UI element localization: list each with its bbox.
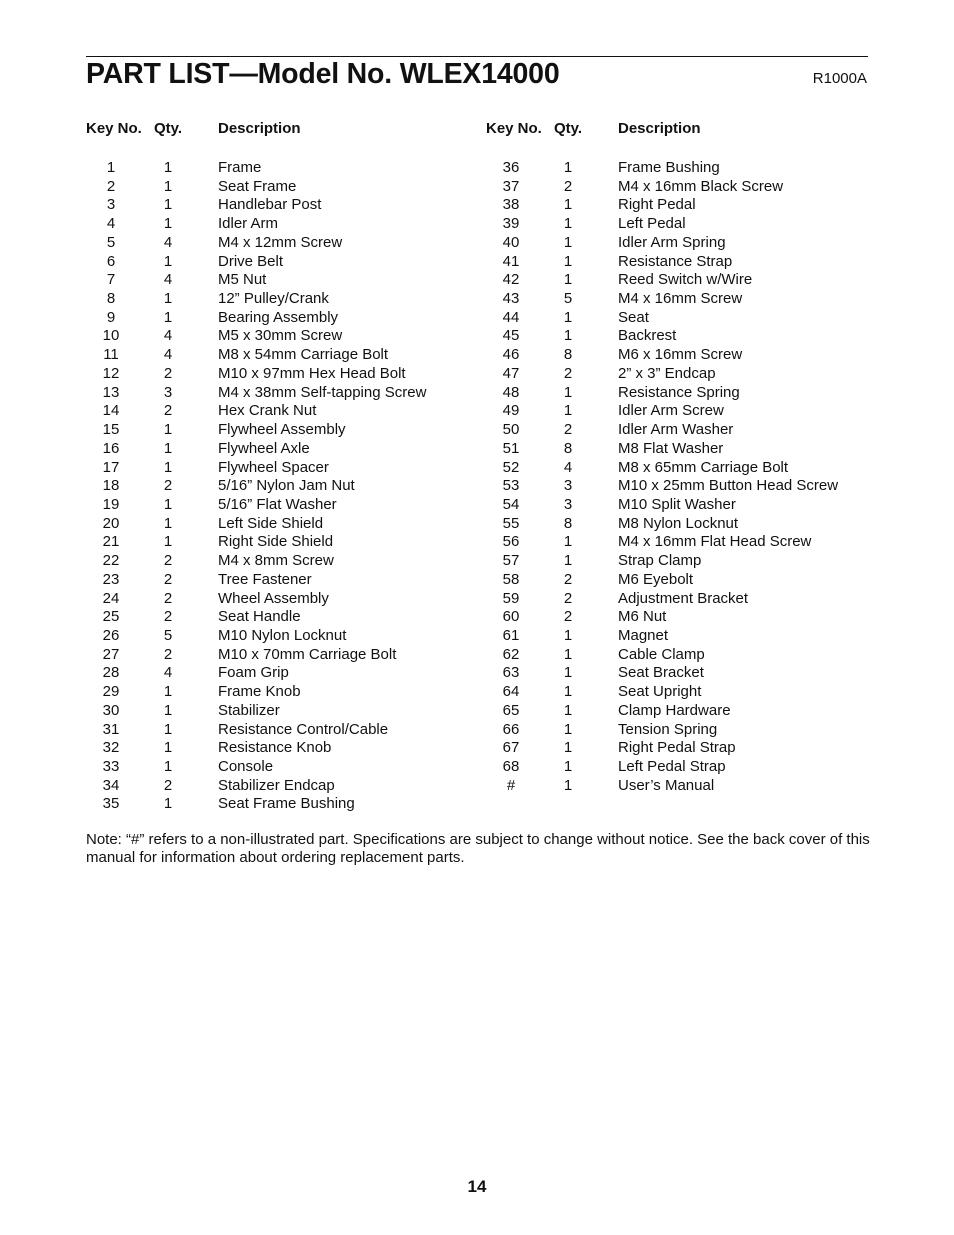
table-row	[486, 758, 868, 777]
quantity: 1	[163, 701, 173, 719]
part-description: 5/16” Nylon Jam Nut	[218, 477, 355, 495]
key-no: 22	[102, 552, 120, 570]
key-no: 14	[102, 402, 120, 420]
key-no: 64	[502, 683, 520, 701]
quantity: 2	[163, 645, 173, 663]
quantity: 1	[563, 701, 573, 719]
document-code: R1000A	[812, 70, 867, 87]
key-no: 44	[502, 308, 520, 326]
part-description: 2” x 3” Endcap	[618, 364, 716, 382]
quantity: 1	[563, 196, 573, 214]
part-description: M8 x 54mm Carriage Bolt	[218, 346, 389, 364]
part-description: 5/16” Flat Washer	[218, 495, 337, 513]
part-description: Bearing Assembly	[218, 308, 339, 326]
table-row	[86, 440, 476, 459]
table-row	[86, 271, 476, 290]
quantity: 4	[163, 346, 173, 364]
key-no: 18	[102, 477, 120, 495]
key-no: 67	[502, 739, 520, 757]
table-row	[86, 571, 476, 590]
key-no: 2	[106, 177, 116, 195]
part-description: User’s Manual	[618, 776, 715, 794]
key-no: 50	[502, 421, 520, 439]
key-no: 17	[102, 458, 120, 476]
table-row	[486, 384, 868, 403]
part-description: M4 x 16mm Black Screw	[618, 177, 784, 195]
quantity: 5	[563, 290, 573, 308]
table-row	[486, 440, 868, 459]
quantity: 1	[163, 514, 173, 532]
key-no: 48	[502, 383, 520, 401]
key-no: 32	[102, 739, 120, 757]
part-description: M6 x 16mm Screw	[618, 346, 743, 364]
part-description: Tree Fastener	[218, 570, 312, 588]
table-header	[86, 118, 476, 140]
parts-rows-right	[486, 159, 868, 795]
table-row	[486, 777, 868, 796]
key-no: 45	[502, 327, 520, 345]
table-row	[486, 702, 868, 721]
key-no: 12	[102, 364, 120, 382]
quantity: 2	[163, 552, 173, 570]
quantity: 2	[163, 776, 173, 794]
table-row	[486, 683, 868, 702]
table-row	[86, 627, 476, 646]
key-no: 23	[102, 570, 120, 588]
table-row	[486, 253, 868, 272]
part-description: Cable Clamp	[618, 645, 705, 663]
table-row	[86, 234, 476, 253]
part-description: M4 x 16mm Screw	[618, 290, 743, 308]
quantity: 1	[163, 495, 173, 513]
table-row	[86, 365, 476, 384]
quantity: 1	[163, 739, 173, 757]
table-row	[86, 253, 476, 272]
key-no: 26	[102, 626, 120, 644]
page-title: PART LIST—Model No. WLEX14000	[86, 58, 560, 90]
quantity: 2	[163, 477, 173, 495]
key-no: 27	[102, 645, 120, 663]
quantity: 8	[563, 439, 573, 457]
key-no: 43	[502, 290, 520, 308]
quantity: 1	[163, 533, 173, 551]
key-no: 68	[502, 758, 520, 775]
key-no: 5	[106, 233, 116, 251]
table-row	[86, 533, 476, 552]
key-no: 31	[102, 720, 120, 738]
part-description: Frame Bushing	[618, 159, 720, 176]
quantity: 1	[163, 758, 173, 775]
key-no: 4	[106, 215, 116, 233]
table-row	[86, 290, 476, 309]
key-no: 62	[502, 645, 520, 663]
quantity: 4	[163, 233, 173, 251]
part-description: M8 x 65mm Carriage Bolt	[618, 458, 789, 476]
part-description: Foam Grip	[218, 664, 289, 682]
quantity: 4	[563, 458, 573, 476]
qty-column-header: Qty.	[154, 120, 183, 137]
quantity: 1	[163, 421, 173, 439]
part-description: M10 Nylon Locknut	[218, 626, 347, 644]
key-no: 37	[502, 177, 520, 195]
quantity: 2	[163, 608, 173, 626]
key-column-header: Key No.	[486, 120, 542, 137]
table-row	[486, 159, 868, 178]
part-description: M6 Eyebolt	[618, 570, 694, 588]
key-no: 34	[102, 776, 120, 794]
key-no: 24	[102, 589, 120, 607]
table-row	[86, 515, 476, 534]
part-description: Seat	[618, 308, 649, 326]
part-description: Magnet	[618, 626, 669, 644]
part-description: Seat Frame Bushing	[218, 795, 355, 813]
part-description: 12” Pulley/Crank	[218, 290, 329, 308]
key-no: 7	[106, 271, 116, 289]
part-description: M4 x 38mm Self-tapping Screw	[218, 383, 427, 401]
table-row	[86, 590, 476, 609]
table-row	[86, 159, 476, 178]
key-no: 39	[502, 215, 520, 233]
quantity: 1	[563, 402, 573, 420]
table-row	[86, 327, 476, 346]
part-description: Stabilizer	[218, 701, 280, 719]
quantity: 4	[163, 664, 173, 682]
table-row	[486, 271, 868, 290]
table-row	[486, 739, 868, 758]
table-row	[86, 795, 476, 814]
quantity: 2	[563, 570, 573, 588]
quantity: 1	[163, 196, 173, 214]
table-row	[486, 477, 868, 496]
table-row	[86, 496, 476, 515]
quantity: 2	[163, 589, 173, 607]
table-row	[86, 402, 476, 421]
quantity: 1	[563, 720, 573, 738]
quantity: 1	[563, 215, 573, 233]
part-description: Flywheel Assembly	[218, 421, 346, 439]
key-no: 63	[502, 664, 520, 682]
description-column-header: Description	[618, 120, 701, 137]
part-description: Left Side Shield	[218, 514, 324, 532]
key-no: 1	[106, 159, 116, 176]
quantity: 1	[163, 215, 173, 233]
table-row	[486, 365, 868, 384]
key-no: 38	[502, 196, 520, 214]
part-description: Frame Knob	[218, 683, 301, 701]
page-number: 14	[467, 1177, 487, 1196]
quantity: 2	[563, 177, 573, 195]
part-description: M6 Nut	[618, 608, 667, 626]
table-row	[486, 552, 868, 571]
key-no: 42	[502, 271, 520, 289]
key-no: 33	[102, 758, 120, 775]
table-row	[86, 683, 476, 702]
part-description: Resistance Knob	[218, 739, 332, 757]
quantity: 1	[563, 758, 573, 775]
table-row	[86, 459, 476, 478]
key-no: 53	[502, 477, 520, 495]
quantity: 1	[563, 327, 573, 345]
quantity: 1	[563, 159, 573, 176]
quantity: 3	[563, 495, 573, 513]
quantity: 1	[563, 383, 573, 401]
part-description: Hex Crank Nut	[218, 402, 317, 420]
table-row	[86, 215, 476, 234]
description-column-header: Description	[218, 120, 301, 137]
quantity: 4	[163, 271, 173, 289]
quantity: 1	[163, 290, 173, 308]
part-description: Idler Arm Washer	[618, 421, 734, 439]
key-no: 61	[502, 626, 520, 644]
quantity: 1	[563, 739, 573, 757]
key-no: 15	[102, 421, 120, 439]
table-row	[86, 646, 476, 665]
part-description: M10 x 70mm Carriage Bolt	[218, 645, 397, 663]
part-description: Seat Upright	[618, 683, 702, 701]
parts-table-left	[86, 118, 476, 814]
quantity: 2	[563, 589, 573, 607]
table-row	[486, 533, 868, 552]
part-description: Backrest	[618, 327, 677, 345]
key-no: 60	[502, 608, 520, 626]
part-description: M10 Split Washer	[618, 495, 736, 513]
part-description: Drive Belt	[218, 252, 284, 270]
table-row	[486, 215, 868, 234]
part-description: Idler Arm Spring	[618, 233, 726, 251]
quantity: 1	[563, 533, 573, 551]
part-description: Reed Switch w/Wire	[618, 271, 753, 289]
table-row	[86, 608, 476, 627]
key-no: 51	[502, 439, 520, 457]
part-description: Right Pedal	[618, 196, 696, 214]
key-no: 28	[102, 664, 120, 682]
part-description: Resistance Spring	[618, 383, 740, 401]
quantity: 1	[563, 664, 573, 682]
key-no: 58	[502, 570, 520, 588]
quantity: 1	[163, 720, 173, 738]
table-row	[486, 459, 868, 478]
key-no: 54	[502, 495, 520, 513]
quantity: 1	[563, 552, 573, 570]
part-description: Seat Bracket	[618, 664, 704, 682]
table-row	[486, 421, 868, 440]
footnote: Note: “#” refers to a non-illustrated part. Specifications are subject to change without notice. See the back cover of this manual for information about ordering replacement parts.	[86, 831, 870, 866]
table-row	[86, 346, 476, 365]
quantity: 1	[563, 645, 573, 663]
key-no: 20	[102, 514, 120, 532]
quantity: 2	[563, 608, 573, 626]
key-no: 16	[102, 439, 120, 457]
quantity: 5	[163, 626, 173, 644]
table-row	[86, 196, 476, 215]
part-description: Console	[218, 758, 274, 775]
quantity: 2	[163, 364, 173, 382]
table-row	[86, 477, 476, 496]
quantity: 1	[163, 252, 173, 270]
key-no: 35	[102, 795, 120, 813]
key-no: 6	[106, 252, 116, 270]
quantity: 1	[563, 626, 573, 644]
table-row	[486, 402, 868, 421]
parts-rows-left	[86, 159, 476, 814]
table-row	[486, 646, 868, 665]
part-description: M5 x 30mm Screw	[218, 327, 343, 345]
quantity: 1	[563, 271, 573, 289]
part-description: Adjustment Bracket	[618, 589, 749, 607]
table-row	[486, 496, 868, 515]
part-description: Tension Spring	[618, 720, 718, 738]
part-description: M4 x 8mm Screw	[218, 552, 334, 570]
key-no: 25	[102, 608, 120, 626]
key-no: 11	[103, 346, 119, 364]
quantity: 1	[163, 439, 173, 457]
quantity: 1	[563, 308, 573, 326]
quantity: 2	[163, 402, 173, 420]
table-row	[86, 384, 476, 403]
key-no: 3	[106, 196, 116, 214]
key-no: 30	[102, 701, 120, 719]
quantity: 2	[163, 570, 173, 588]
part-description: M8 Flat Washer	[618, 439, 724, 457]
key-no: 36	[502, 159, 520, 176]
part-description: Resistance Control/Cable	[218, 720, 389, 738]
part-description: Seat Handle	[218, 608, 301, 626]
key-no: 21	[102, 533, 120, 551]
key-no: 56	[502, 533, 520, 551]
key-no: 19	[102, 495, 120, 513]
quantity: 4	[163, 327, 173, 345]
quantity: 1	[163, 795, 173, 813]
key-column-header: Key No.	[86, 120, 142, 137]
part-description: Resistance Strap	[618, 252, 733, 270]
key-no: 46	[502, 346, 520, 364]
table-row	[86, 309, 476, 328]
table-row	[486, 608, 868, 627]
quantity: 1	[163, 458, 173, 476]
part-description: M8 Nylon Locknut	[618, 514, 739, 532]
table-row	[86, 702, 476, 721]
quantity: 3	[163, 383, 173, 401]
parts-table-right	[486, 118, 868, 795]
key-no: 8	[106, 290, 116, 308]
table-row	[86, 552, 476, 571]
quantity: 2	[563, 364, 573, 382]
part-description: Flywheel Spacer	[218, 458, 329, 476]
key-no: 66	[502, 720, 520, 738]
quantity: 1	[163, 308, 173, 326]
table-row	[486, 346, 868, 365]
part-description: Seat Frame	[218, 177, 297, 195]
table-row	[486, 571, 868, 590]
table-row	[486, 234, 868, 253]
part-description: Right Pedal Strap	[618, 739, 736, 757]
table-row	[486, 196, 868, 215]
key-no: 52	[502, 458, 520, 476]
table-row	[486, 309, 868, 328]
part-description: Idler Arm	[218, 215, 279, 233]
part-description: Idler Arm Screw	[618, 402, 724, 420]
key-no: 65	[502, 701, 520, 719]
table-row	[486, 590, 868, 609]
quantity: 8	[563, 346, 573, 364]
quantity: 1	[563, 776, 573, 794]
key-no: 47	[502, 364, 520, 382]
quantity: 1	[563, 683, 573, 701]
quantity: 1	[563, 252, 573, 270]
part-description: Wheel Assembly	[218, 589, 329, 607]
table-row	[86, 739, 476, 758]
table-row	[86, 777, 476, 796]
part-description: Clamp Hardware	[618, 701, 731, 719]
table-row	[86, 664, 476, 683]
table-row	[486, 664, 868, 683]
table-row	[486, 515, 868, 534]
key-no: #	[506, 776, 516, 794]
part-description: M10 x 25mm Button Head Screw	[618, 477, 839, 495]
table-row	[486, 721, 868, 740]
part-description: M5 Nut	[218, 271, 267, 289]
key-no: 41	[502, 252, 520, 270]
quantity: 8	[563, 514, 573, 532]
key-no: 10	[102, 327, 120, 345]
table-row	[86, 758, 476, 777]
quantity: 1	[163, 159, 173, 176]
qty-column-header: Qty.	[554, 120, 583, 137]
quantity: 1	[163, 683, 173, 701]
part-description: Stabilizer Endcap	[218, 776, 335, 794]
quantity: 3	[563, 477, 573, 495]
key-no: 29	[102, 683, 120, 701]
part-description: M4 x 12mm Screw	[218, 233, 343, 251]
key-no: 55	[502, 514, 520, 532]
part-description: Left Pedal Strap	[618, 758, 726, 775]
top-rule	[86, 56, 868, 57]
table-header	[486, 118, 868, 140]
quantity: 2	[563, 421, 573, 439]
part-description: Frame	[218, 159, 262, 176]
part-description: Left Pedal	[618, 215, 686, 233]
table-row	[486, 290, 868, 309]
quantity: 1	[163, 177, 173, 195]
table-row	[486, 178, 868, 197]
part-description: M4 x 16mm Flat Head Screw	[618, 533, 812, 551]
table-row	[86, 421, 476, 440]
part-description: Flywheel Axle	[218, 439, 310, 457]
part-description: M10 x 97mm Hex Head Bolt	[218, 364, 406, 382]
key-no: 59	[502, 589, 520, 607]
key-no: 13	[102, 383, 120, 401]
table-row	[486, 627, 868, 646]
part-description: Handlebar Post	[218, 196, 322, 214]
key-no: 49	[502, 402, 520, 420]
part-description: Strap Clamp	[618, 552, 702, 570]
part-description: Right Side Shield	[218, 533, 334, 551]
key-no: 40	[502, 233, 520, 251]
key-no: 57	[502, 552, 520, 570]
key-no: 9	[106, 308, 116, 326]
table-row	[86, 721, 476, 740]
table-row	[86, 178, 476, 197]
table-row	[486, 327, 868, 346]
quantity: 1	[563, 233, 573, 251]
